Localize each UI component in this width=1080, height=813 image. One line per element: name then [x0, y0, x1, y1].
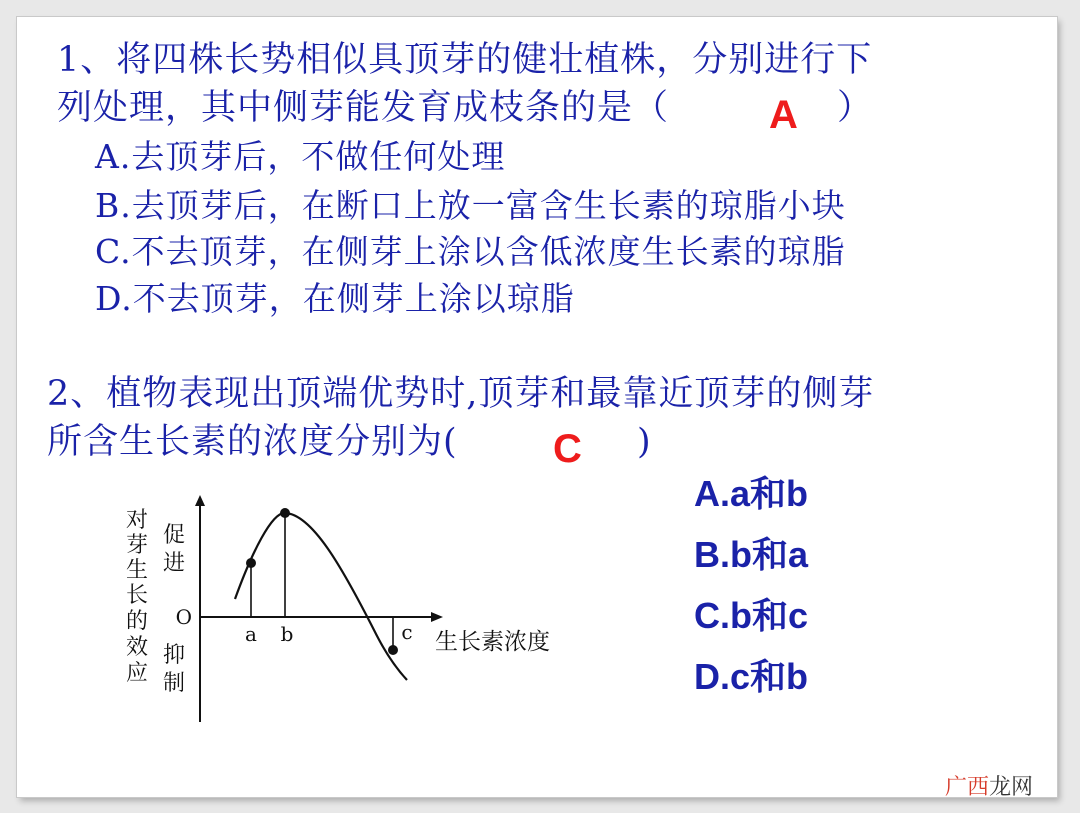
label-a: a [245, 622, 257, 646]
ylabel-char-2: 芽 [125, 533, 149, 558]
q1-option-a: A.去顶芽后，不做任何处理 [95, 137, 506, 176]
auxin-effect-diagram [117, 492, 587, 727]
q2-line1: 2、植物表现出顶端优势时,顶芽和最靠近顶芽的侧芽 [47, 374, 875, 414]
q1-line1: 1、将四株长势相似具顶芽的健壮植株，分别进行下 [57, 40, 873, 80]
response-curve [235, 513, 407, 680]
ylabel-char-6: 效 [125, 635, 149, 660]
q2-option-a: A.a和b [694, 473, 809, 514]
ylabel-char-7: 应 [125, 661, 149, 686]
ylabel-char-5: 的 [125, 609, 149, 634]
watermark-part2: 龙网 [989, 775, 1034, 800]
x-axis-arrow [431, 612, 443, 622]
q2-option-d: D.c和b [694, 656, 809, 697]
q2-option-b: B.b和a [694, 534, 809, 575]
point-b [280, 508, 290, 518]
label-b: b [280, 622, 294, 646]
origin-label: O [175, 605, 192, 629]
q2-answer: C [553, 427, 582, 471]
q1-option-c: C.不去顶芽，在侧芽上涂以含低浓度生长素的琼脂 [95, 232, 846, 271]
ylabel-char-4: 长 [125, 583, 149, 608]
q1-option-b: B.去顶芽后，在断口上放一富含生长素的琼脂小块 [95, 186, 846, 225]
watermark-part1: 广西 [945, 775, 990, 800]
watermark [945, 770, 1033, 801]
q1-line2-prefix: 列处理，其中侧芽能发育成枝条的是（ [57, 88, 670, 128]
ylabel-char-1: 对 [125, 508, 149, 533]
q2-line2-prefix: 所含生长素的浓度分别为( [47, 422, 458, 462]
inhibit-char-1: 抑 [162, 643, 186, 668]
slide [17, 17, 1057, 797]
ylabel-char-3: 生 [125, 558, 149, 583]
point-a [246, 558, 256, 568]
q1-answer: A [769, 93, 798, 137]
point-c [388, 645, 398, 655]
q2-option-c: C.b和c [694, 595, 809, 636]
y-axis-arrow [195, 495, 205, 506]
promote-char-1: 促 [162, 523, 186, 548]
x-axis-label: 生长素浓度 [435, 629, 550, 655]
promote-char-2: 进 [162, 551, 186, 576]
label-c: c [401, 620, 413, 644]
q1-option-d: D.不去顶芽，在侧芽上涂以琼脂 [95, 279, 575, 318]
q1-line2-suffix: ） [837, 88, 874, 128]
q2-line2-suffix: ) [637, 422, 652, 462]
inhibit-char-2: 制 [162, 671, 186, 696]
